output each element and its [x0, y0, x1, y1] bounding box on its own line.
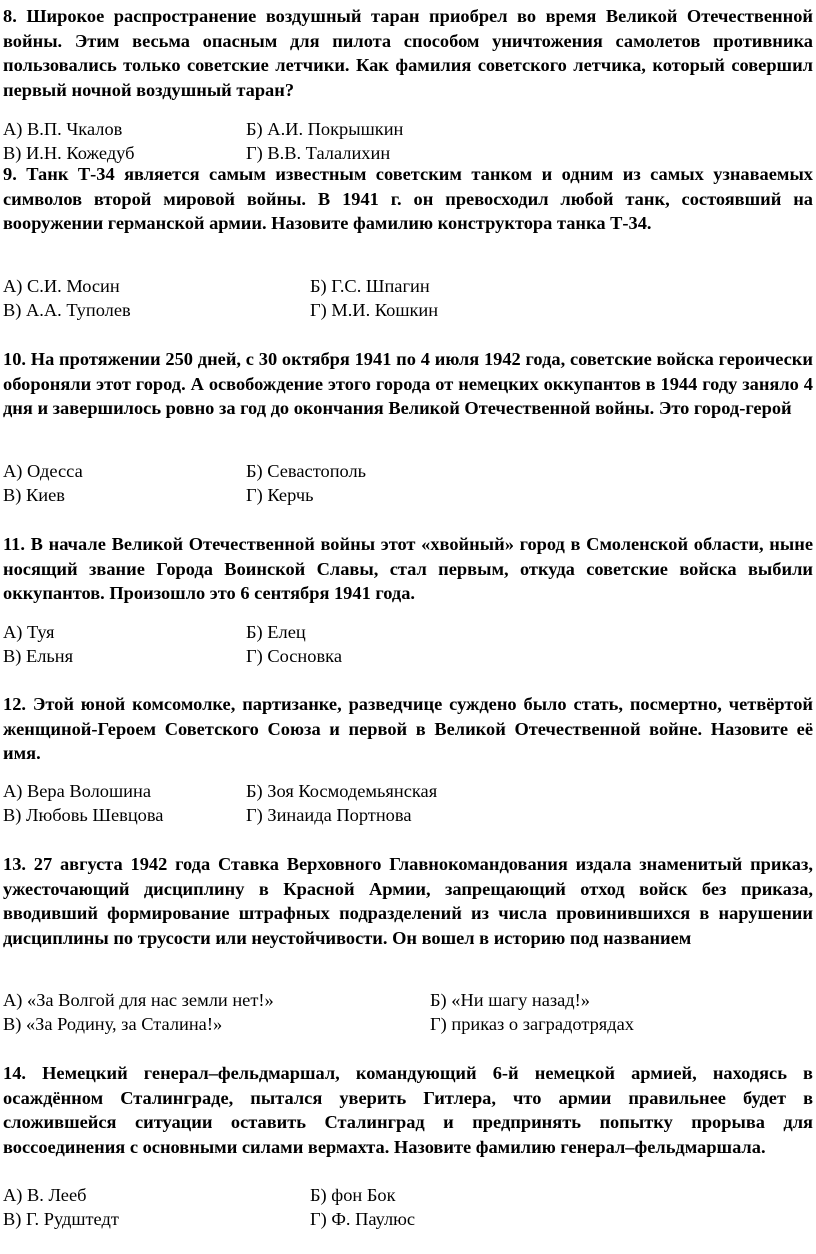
answer-12-d: Г) Зинаида Портнова: [246, 805, 412, 825]
answer-12-c: В) Любовь Шевцова: [3, 805, 164, 825]
answer-13-b: Б) «Ни шагу назад!»: [430, 990, 590, 1010]
answer-8-a: А) В.П. Чкалов: [3, 119, 123, 139]
answer-14-d: Г) Ф. Паулюс: [310, 1209, 416, 1229]
answer-10-c: В) Киев: [3, 485, 65, 505]
question-13-text: 13. 27 августа 1942 года Ставка Верховного Главнокомандования издала знаменитый приказ, ужесточающий дисциплину в Красной Армии, запрещающий отход войск без приказа, вводивший формирование штрафных подразделений из числа провинившихся в нарушении дисциплины по трусости или неустойчивости. Он вошел в историю под названием: [3, 854, 813, 948]
answer-13-c: В) «За Родину, за Сталина!»: [3, 1014, 223, 1034]
question-9-text: 9. Танк Т-34 является самым известным советским танком и одним из самых узнаваемых символов второй мировой войны. В 1941 г. он превосходил любой танк, состоявший на вооружении германской армии. Назовите фамилию конструктора танка Т-34.: [3, 164, 813, 234]
answer-14-b: Б) фон Бок: [310, 1185, 396, 1205]
answer-11-b: Б) Елец: [246, 622, 306, 642]
answer-10-b: Б) Севастополь: [246, 461, 367, 481]
answer-14-c: В) Г. Рудштедт: [3, 1209, 119, 1229]
question-12-text: 12. Этой юной комсомолке, партизанке, разведчице суждено было стать, посмертно, четвёртой женщиной-Героем Советского Союза и первой в Великой Отечественной войне. Назовите её имя.: [3, 694, 813, 764]
answer-13-d: Г) приказ о заградотрядах: [430, 1014, 634, 1034]
answer-9-c: В) А.А. Туполев: [3, 300, 131, 320]
answer-14-a: А) В. Лееб: [3, 1185, 87, 1205]
answer-8-b: Б) А.И. Покрышкин: [246, 119, 404, 139]
answer-9-b: Б) Г.С. Шпагин: [310, 276, 430, 296]
answer-10-d: Г) Керчь: [246, 485, 314, 505]
question-8-text: 8. Широкое распространение воздушный таран приобрел во время Великой Отечественной войны. Этим весьма опасным для пилота способом уничтожения самолетов противника пользовались только советские летчики. Как фамилия советского летчика, который совершил первый ночной воздушный таран?: [3, 6, 813, 100]
answer-10-a: А) Одесса: [3, 461, 83, 481]
question-10-text: 10. На протяжении 250 дней, с 30 октября 1941 по 4 июля 1942 года, советские войска героически обороняли этот город. А освобождение этого города от немецких оккупантов в 1944 году заняло 4 дня и завершилось ровно за год до окончания Великой Отечественной войны. Это город-герой: [3, 349, 813, 419]
question-11-text: 11. В начале Великой Отечественной войны этот «хвойный» город в Смоленской области, ныне носящий звание Города Воинской Славы, стал первым, откуда советские войска выбили оккупантов. Произошло это 6 сентября 1941 года.: [3, 534, 813, 604]
answer-11-a: А) Туя: [3, 622, 55, 642]
answer-9-a: А) С.И. Мосин: [3, 276, 120, 296]
answer-8-d: Г) В.В. Талалихин: [246, 143, 391, 163]
question-14-text: 14. Немецкий генерал–фельдмаршал, командующий 6-й немецкой армией, находясь в осаждённом Сталинграде, пытался уверить Гитлера, что армии правильнее будет в сложившейся ситуации оставить Сталинград и предпринять попытку прорыва для воссоединения с основными силами вермахта. Назовите фамилию генерал–фельдмаршала.: [3, 1063, 813, 1157]
answer-11-c: В) Ельня: [3, 646, 74, 666]
answer-12-b: Б) Зоя Космодемьянская: [246, 781, 438, 801]
answer-11-d: Г) Сосновка: [246, 646, 342, 666]
answer-9-d: Г) М.И. Кошкин: [310, 300, 439, 320]
answer-13-a: А) «За Волгой для нас земли нет!»: [3, 990, 274, 1010]
answer-12-a: А) Вера Волошина: [3, 781, 151, 801]
answer-8-c: В) И.Н. Кожедуб: [3, 143, 135, 163]
